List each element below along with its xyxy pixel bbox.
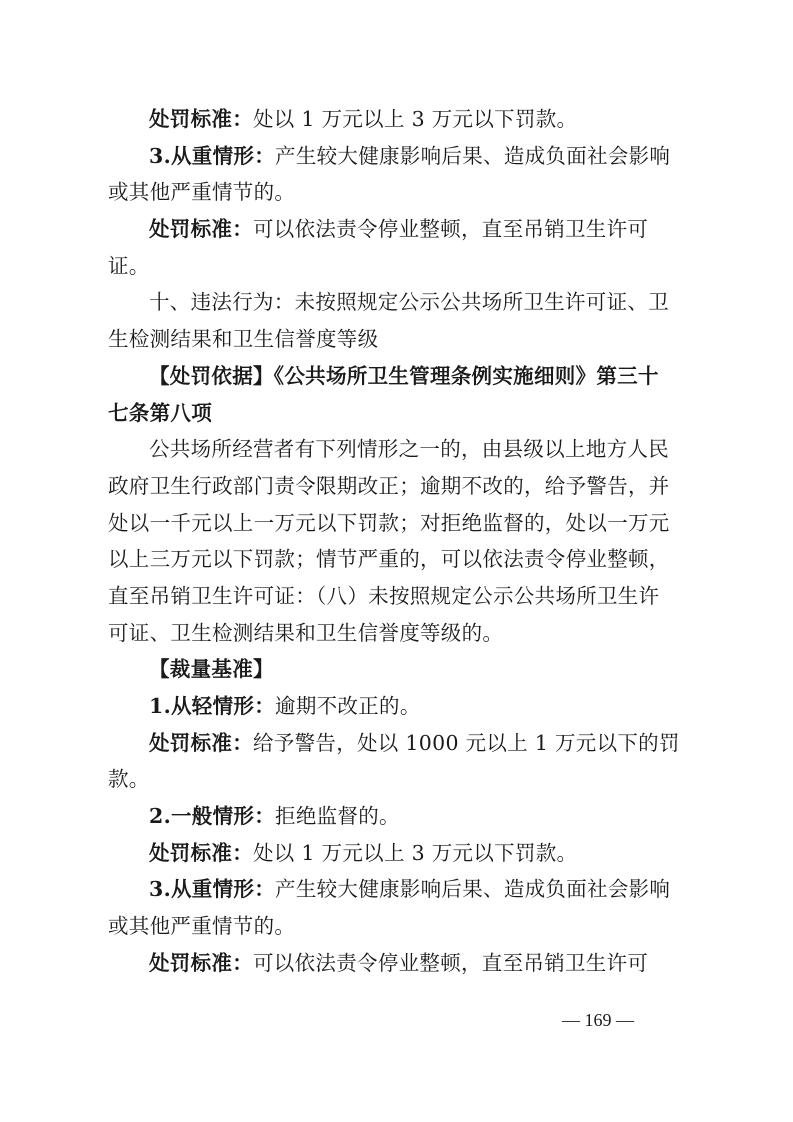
text-line — [108, 431, 678, 468]
line-text: 政府卫生行政部门责令限期改正；逾期不改的，给予警告，并 — [108, 473, 670, 498]
text-line — [108, 138, 678, 175]
text-line — [108, 101, 678, 138]
line-label: 处罚标准： — [149, 730, 253, 755]
line-text: 逾期不改正的。 — [275, 694, 421, 718]
text-line — [108, 468, 678, 505]
text-line — [108, 798, 678, 835]
line-label: 处罚标准： — [149, 107, 253, 131]
line-text: 处以一千元以上一万元以下罚款；对拒绝监督的，处以一万元 — [108, 510, 670, 535]
text-line — [108, 908, 678, 945]
section-heading-line — [108, 321, 678, 358]
text-line — [108, 248, 678, 285]
document-body — [108, 101, 678, 982]
line-text: 证。 — [108, 253, 150, 278]
line-text: 产生较大健康影响后果、造成负面社会影响 — [275, 143, 671, 168]
line-text: 或其他严重情节的。 — [108, 180, 296, 205]
line-label: 处罚标准： — [149, 217, 253, 242]
line-text: 处以 1 万元以上 3 万元以下罚款。 — [253, 107, 578, 131]
line-label: 3.从重情形： — [149, 877, 276, 902]
line-text: 拒绝监督的。 — [275, 804, 400, 829]
line-label: 处罚标准： — [149, 840, 253, 865]
line-label: 【处罚依据】《公共场所卫生管理条例实施细则》第三十 — [149, 363, 659, 388]
basis-heading-line — [108, 395, 678, 432]
line-text: 可以依法责令停业整顿，直至吊销卫生许可 — [253, 950, 649, 975]
line-label: 七条第八项 — [108, 400, 212, 425]
line-label: 2.一般情形： — [149, 804, 276, 829]
text-line — [108, 835, 678, 872]
line-text: 可以依法责令停业整顿，直至吊销卫生许可 — [253, 217, 649, 242]
line-label: 【裁量基准】 — [149, 657, 274, 682]
text-line — [108, 725, 678, 762]
line-text: 公共场所经营者有下列情形之一的，由县级以上地方人民 — [149, 437, 669, 462]
line-label: 3.从重情形： — [149, 143, 276, 168]
page-number: — 169 — — [562, 1010, 634, 1030]
line-label: 1.从轻情形： — [149, 694, 276, 718]
text-line — [108, 505, 678, 542]
line-text: 十、违法行为：未按照规定公示公共场所卫生许可证、卫 — [149, 290, 669, 315]
line-text: 给予警告，处以 1000 元以上 1 万元以下的罚 — [253, 730, 680, 755]
text-line — [108, 541, 678, 578]
section-heading-line — [108, 284, 678, 321]
text-line — [108, 761, 678, 798]
text-line — [108, 945, 678, 982]
text-line — [108, 174, 678, 211]
text-line — [108, 615, 678, 652]
line-text: 以上三万元以下罚款；情节严重的，可以依法责令停业整顿， — [108, 547, 670, 572]
criteria-heading-line — [108, 651, 678, 688]
line-text: 生检测结果和卫生信誉度等级 — [108, 327, 379, 352]
text-line — [108, 871, 678, 908]
text-line — [108, 211, 678, 248]
basis-heading-line — [108, 358, 678, 395]
line-text: 可证、卫生检测结果和卫生信誉度等级的。 — [108, 620, 504, 645]
line-label: 处罚标准： — [149, 950, 253, 975]
line-text: 产生较大健康影响后果、造成负面社会影响 — [275, 877, 671, 902]
line-text: 或其他严重情节的。 — [108, 914, 296, 939]
text-line — [108, 688, 678, 725]
line-text: 直至吊销卫生许可证：（八）未按照规定公示公共场所卫生许 — [108, 583, 660, 608]
text-line — [108, 578, 678, 615]
line-text: 款。 — [108, 767, 150, 792]
line-text: 处以 1 万元以上 3 万元以下罚款。 — [253, 840, 578, 865]
